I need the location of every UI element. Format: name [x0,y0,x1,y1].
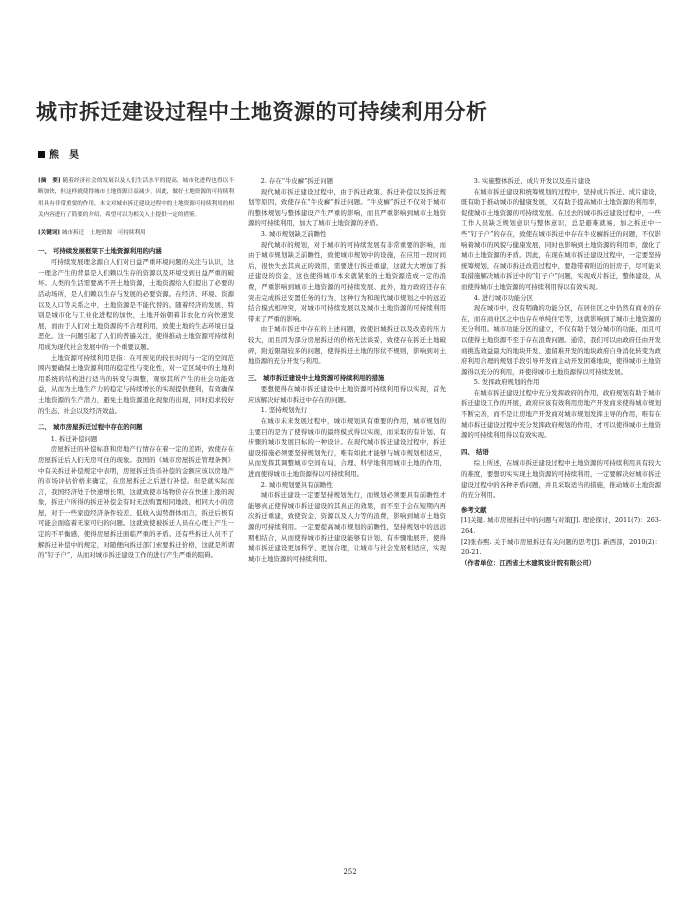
paragraph: 土地资源可持续利用是指：在可预见的较长时间与一定的空间范围内要确保土地资源利用的稳定性与变化性，对一定区域中的土地利用系统的结构进行适当的转变与调整，观察其所产生的社会功能效益，从而为土地生产力的稳定与持续增长的实现提供便利，有效确保土地资源的生产潜力，避免土地资源退化现象的出现，同时追求较好的生态、社会以及经济效益。 [38,353,234,415]
section-heading: 一、 可持续发展框架下土地资源利用的内涵 [38,246,162,255]
paragraph: 现在城市中，没有明确的功能分区，在居住区之中仍然有商业的存在，而在商业区之中也存在单纯住宅等，这就影响到了城市土地资源的充分利用。城市功能分区的建立，不仅有助于划分城市的功能，而且可以使得土地资源不至于存在浪费问题。通常，我们可以由政府任由开发商挑选效益最大的地块开发、遗留难开发的地块政府自身消化转变为政府利用合理的规划手段引导开发商主动开发困难地块，使得城市土地资源得以充分的利用，并使得城市土地资源得以可持续发展。 [461,304,661,376]
subsection-heading: 5. 发挥政府规划的作用 [473,378,540,387]
reference-item: [1]关键. 城市房屋拆迁中的问题与对策[J]. 理论探讨，2011(7)：263-264. [461,516,661,535]
subsection-heading: 3. 实施整体拆迁、成片开发以及连片建设 [473,177,591,185]
keywords-label: [关键词] [38,229,61,236]
references-title: 参考文献 [461,505,487,514]
article-title: 城市拆迁建设过程中土地资源的可持续利用分析 [36,100,488,124]
paragraph: 可持续发展理念源自人们对日益严重环境问题的关注与认识，这一理念产生的背景是人们赖以生存的资源以及环境受到日益严重的破坏。人类的生活需要离不开土地资源，土地资源给人们提出了必要的活动场所，是人们赖以生存与发展的必要资源。在经济、环境、资源以及人口等关系之中，土地资源是不能代替的。随着经济的发展，特别是城市化与工业化进程的加快，土地开始朝着非农化方向快速发展，而由于人们对土地资源的不合理利用，致使土地的生态环境日益恶化。这一问题引起了人们的普遍关注，使得推动土地资源可持续利用成为现代社会发展中的一个重要议题。 [38,258,234,351]
paragraph: 要想使得在城市拆迁建设中土地资源可持续利用得以实现，首先应该解决好城市拆迁中存在的问题。 [248,385,446,404]
subsection-heading: 2. 存在“牛皮癣”拆迁问题 [260,177,333,185]
subsection-heading: 2. 城市规划要具有前瞻性 [260,480,333,489]
abstract [38,176,234,222]
section-heading: 三、 城市拆迁建设中土地资源可持续利用的措施 [248,373,385,382]
paragraph: 由于城市拆迁中存在的上述问题，致使旧城拆迁以及改造的压力较大，而且因为部分房屋拆迁的价格无法谈妥，致使存在拆迁土地破碎，附近限制较多的问题，使得拆迁土地的形状不规则，影响到对土地资源的充分开发与利用。 [248,325,446,366]
subsection-heading: 1. 拆迁补偿问题 [50,434,98,443]
subsection-heading: 3. 城市规划缺乏前瞻性 [260,229,327,238]
author-unit: （作者单位：江西省土木建筑设计院有限公司） [461,558,596,567]
paragraph: 房屋拆迁的补偿标准和房地产行情存在着一定的差距，致使存在房屋拆迁后人们无房可住的现象。我国的《城市房屋拆迁管理条例》中有关拆迁补偿规定中表明，房屋拆迁货币补偿的金额应该以房地产的市场评估价格来确定，在房屋拆迁之后进行补偿。但是就实际而言，我国经济处于快速增长期，这就致使市场物价存在快速上涨的现象，拆迁户所得的拆迁补偿金有时无法购置相同地段、相同大小的房屋，对于一些家庭经济条件较差、低收入弱势群体而言，拆迁后极有可能会面临着无家可归的问题。这就致使被拆迁人员在心理上产生一定的不平衡感，使得房屋拆迁面临严重的矛盾。还有些拆迁人员不了解拆迁补偿中的规定，对随便向拆迁部门索要拆迁价格，这就是所谓的“钉子户”，从而对城市拆迁建设工作的进行产生严重的阻碍。 [38,445,234,560]
section-heading: 二、 城市房屋拆迁过程中存在的问题 [38,423,143,432]
section-heading: 四、 结语 [461,447,489,456]
paragraph: 在城市未来发展过程中，城市规划具有重要的作用，城市规划的主要目的是为了使得城市的最终模式得以实现，而采取的有计划、有步骤的城市发展目标的一种设计。在现代城市拆迁建设过程中，拆迁建设措施必须要坚持规划先行，唯有如此才能够与城市规划相适应，从而发挥其调整城市空间布局，合理、科学地利用城市土地的作用，进而使得城市土地资源得以可持续利用。 [248,417,446,479]
author-square-icon [38,151,45,158]
column-2 [248,176,446,564]
column-3 [461,176,661,568]
author-name: 熊 昊 [49,150,79,161]
keywords [38,228,234,238]
paragraph: 在城市拆迁建设过程中充分发挥政府的作用，政府规划有助于城市拆迁建设工作的开展，政府应该有效利用房地产开发商来使得城市规划不断完善，而不是让房地产开发商对城市规划发挥主导的作用，唯有在城市拆迁建设过程中充分发挥政府规划的作用，才可以使得城市土地资源的可持续利用得以有效实现。 [461,388,661,440]
keywords-text: 城市拆迁 土地资源 可持续利用 [61,229,146,236]
author-line [38,146,79,161]
column-1 [38,176,234,561]
paragraph: 综上所述，在城市拆迁建设过程中土地资源的可持续利用具有较大的难度，要想切实实现土地资源的可持续利用，一定要解决好城市拆迁建设过程中的各种矛盾问题，并且采取适当的措施，推动城市土地资源的充分利用。 [461,459,661,500]
paragraph: 现代城市的规划，对于城市的可持续发展有非常重要的影响，而由于城市规划缺乏前瞻性，致使城市规划中的设施，在应用一段时间后，很快失去其真正的效用，需要进行拆迁重建，这就大大增加了拆迁建设的资金，这也使得城市本来就紧张的土地资源造成一定的浪费，严重影响到城市土地资源的可持续发展。此外，地方政府还存在突击完成拆迁安置任务的行为，这种行为和现代城市规划之中的远近结合模式相冲突，对城市可持续发展以及城市土地资源的可持续利用带来了严重的影响。 [248,240,446,323]
column-2-body [248,176,446,564]
paragraph: 城市拆迁建设一定要坚持规划先行，而规划必须要具有前瞻性才能够真正使得城市拆迁建设的其真正的效果，而不至于会在短期内再次拆迁重建，致使资金、资源以及人力等的浪费，影响到城市土地资源的可持续利用。一定要提高城市规划的前瞻性，坚持规划中的远远期相结合，从而使得城市拆迁建设能够有计划、有步骤地展开，使得城市拆迁建设更加科学、更加合理，让城市与社会发展相适应，实现城市土地资源的可持续利用。 [248,491,446,563]
page-number: 252 [343,868,357,876]
subsection-heading: 4. 进行城市功能分区 [473,293,534,302]
column-3-body [461,176,661,501]
abstract-label: [摘 要] [38,178,61,184]
reference-item: [2]张春熙. 关于城市房屋拆迁有关问题的思考[J]. 新西部，2010(2)：20-21. [461,537,661,557]
subsection-heading: 1. 坚持规划先行 [260,406,308,415]
paragraph: 在城市拆迁建设和统筹规划的过程中，坚持成片拆迁、成片建设，既有助于推动城市的健康发展，又有助于提高城市土地资源的利用率，促使城市土地资源的可持续发展。在过去的城市拆迁建设过程中，一些工作人员缺乏规划意识与整体意识，总是避难就易，加之拆迁中一些“钉子户”的存在，致使在城市拆迁中存在牛皮癣拆迁的问题，不仅影响着城市的风貌与健康发展，同时也影响到土地资源的利用率，激化了城市土地资源的矛盾。因此，在现在城市拆迁建设过程中，一定要坚持统筹规划，在城市拆迁改造过程中，要趁带着附近的旧房子，尽可能采取措施解决城市拆迁中的“钉子户”问题，实现成片拆迁，整体建设，从而使得城市土地资源的可持续利用得以有效实现。 [461,187,661,291]
column-1-body [38,246,234,561]
paragraph: 现代城市拆迁建设过程中，由于拆迁政策、拆迁补偿以及拆迁规划等原因，致使存在“牛皮癣”拆迁问题。“牛皮癣”拆迁不仅对于城市的整体规划与整体建设产生严重的影响，而且严重影响到城市土地资源的可持续利用，加大了城市土地资源的矛盾。 [248,187,446,228]
abstract-text: 随着经济社会的发展以及人们生活水平的提高，城市化进程也得以不断加快，但这样就使得城市土地资源日益减少。因此，做好土地资源的可持续利用具有非常重要的作用。本文对城市拆迁建设过程中的土地资源可持续利用的相关内容进行了简要的介绍，希望可以为相关人士提供一定的借鉴。 [38,178,234,219]
